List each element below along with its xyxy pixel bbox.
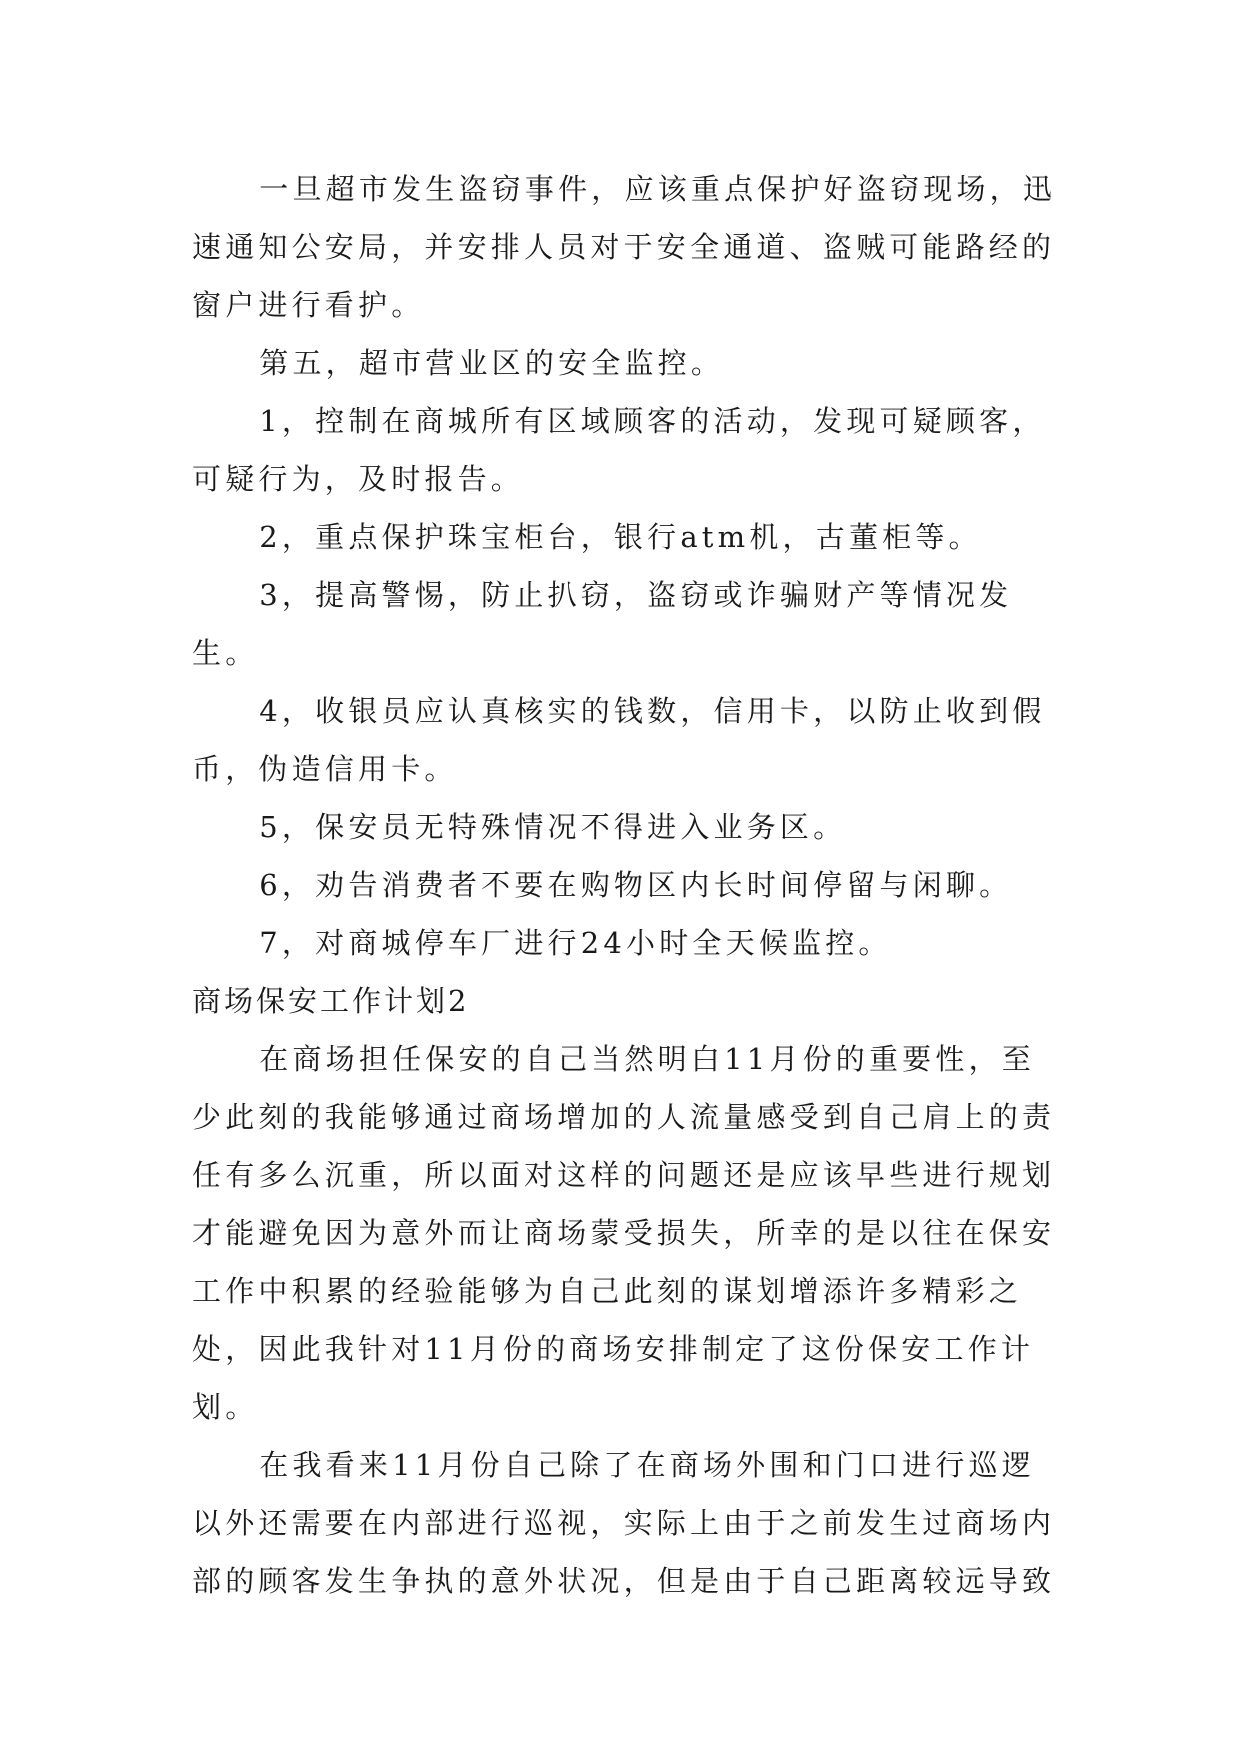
paragraph-section-five: 第五，超市营业区的安全监控。 <box>259 346 725 380</box>
section-heading: 商场保安工作计划2 <box>192 984 470 1018</box>
paragraph-item-3: 3，提高警惕，防止扒窃，盗窃或诈骗财产等情况发生。 <box>192 578 1013 670</box>
paragraph-item-4: 4，收银员应认真核实的钱数，信用卡，以防止收到假币，伪造信用卡。 <box>192 694 1046 786</box>
paragraph-item-1: 1，控制在商城所有区域顾客的活动，发现可疑顾客，可疑行为，及时报告。 <box>192 404 1046 496</box>
paragraph-item-2: 2，重点保护珠宝柜台，银行atm机，古董柜等。 <box>259 520 982 554</box>
paragraph-plan-intro: 在商场担任保安的自己当然明白11月份的重要性，至少此刻的我能够通过商场增加的人流量感受到自己肩上的责任有多么沉重，所以面对这样的问题还是应该早些进行规划才能避免因为意外而让商场蒙受损失，所幸的是以往在保安工作中积累的经验能够为自己此刻的谋划增添许多精彩之处，因此我针对11月份的商场安排制定了这份保安工作计划。 <box>192 1042 1056 1424</box>
paragraph-theft-response: 一旦超市发生盗窃事件，应该重点保护好盗窃现场，迅速通知公安局，并安排人员对于安全通道、盗贼可能路经的窗户进行看护。 <box>192 172 1057 322</box>
paragraph-item-7: 7，对商城停车厂进行24小时全天候监控。 <box>259 926 892 960</box>
paragraph-item-6: 6，劝告消费者不要在购物区内长时间停留与闲聊。 <box>259 868 1013 902</box>
paragraph-plan-patrol: 在我看来11月份自己除了在商场外围和门口进行巡逻以外还需要在内部进行巡视，实际上由于之前发生过商场内部的顾客发生争执的意外状况，但是由于自己距离较远导致 <box>192 1448 1056 1598</box>
document-body <box>192 160 1062 1610</box>
paragraph-item-5: 5，保安员无特殊情况不得进入业务区。 <box>259 810 847 844</box>
